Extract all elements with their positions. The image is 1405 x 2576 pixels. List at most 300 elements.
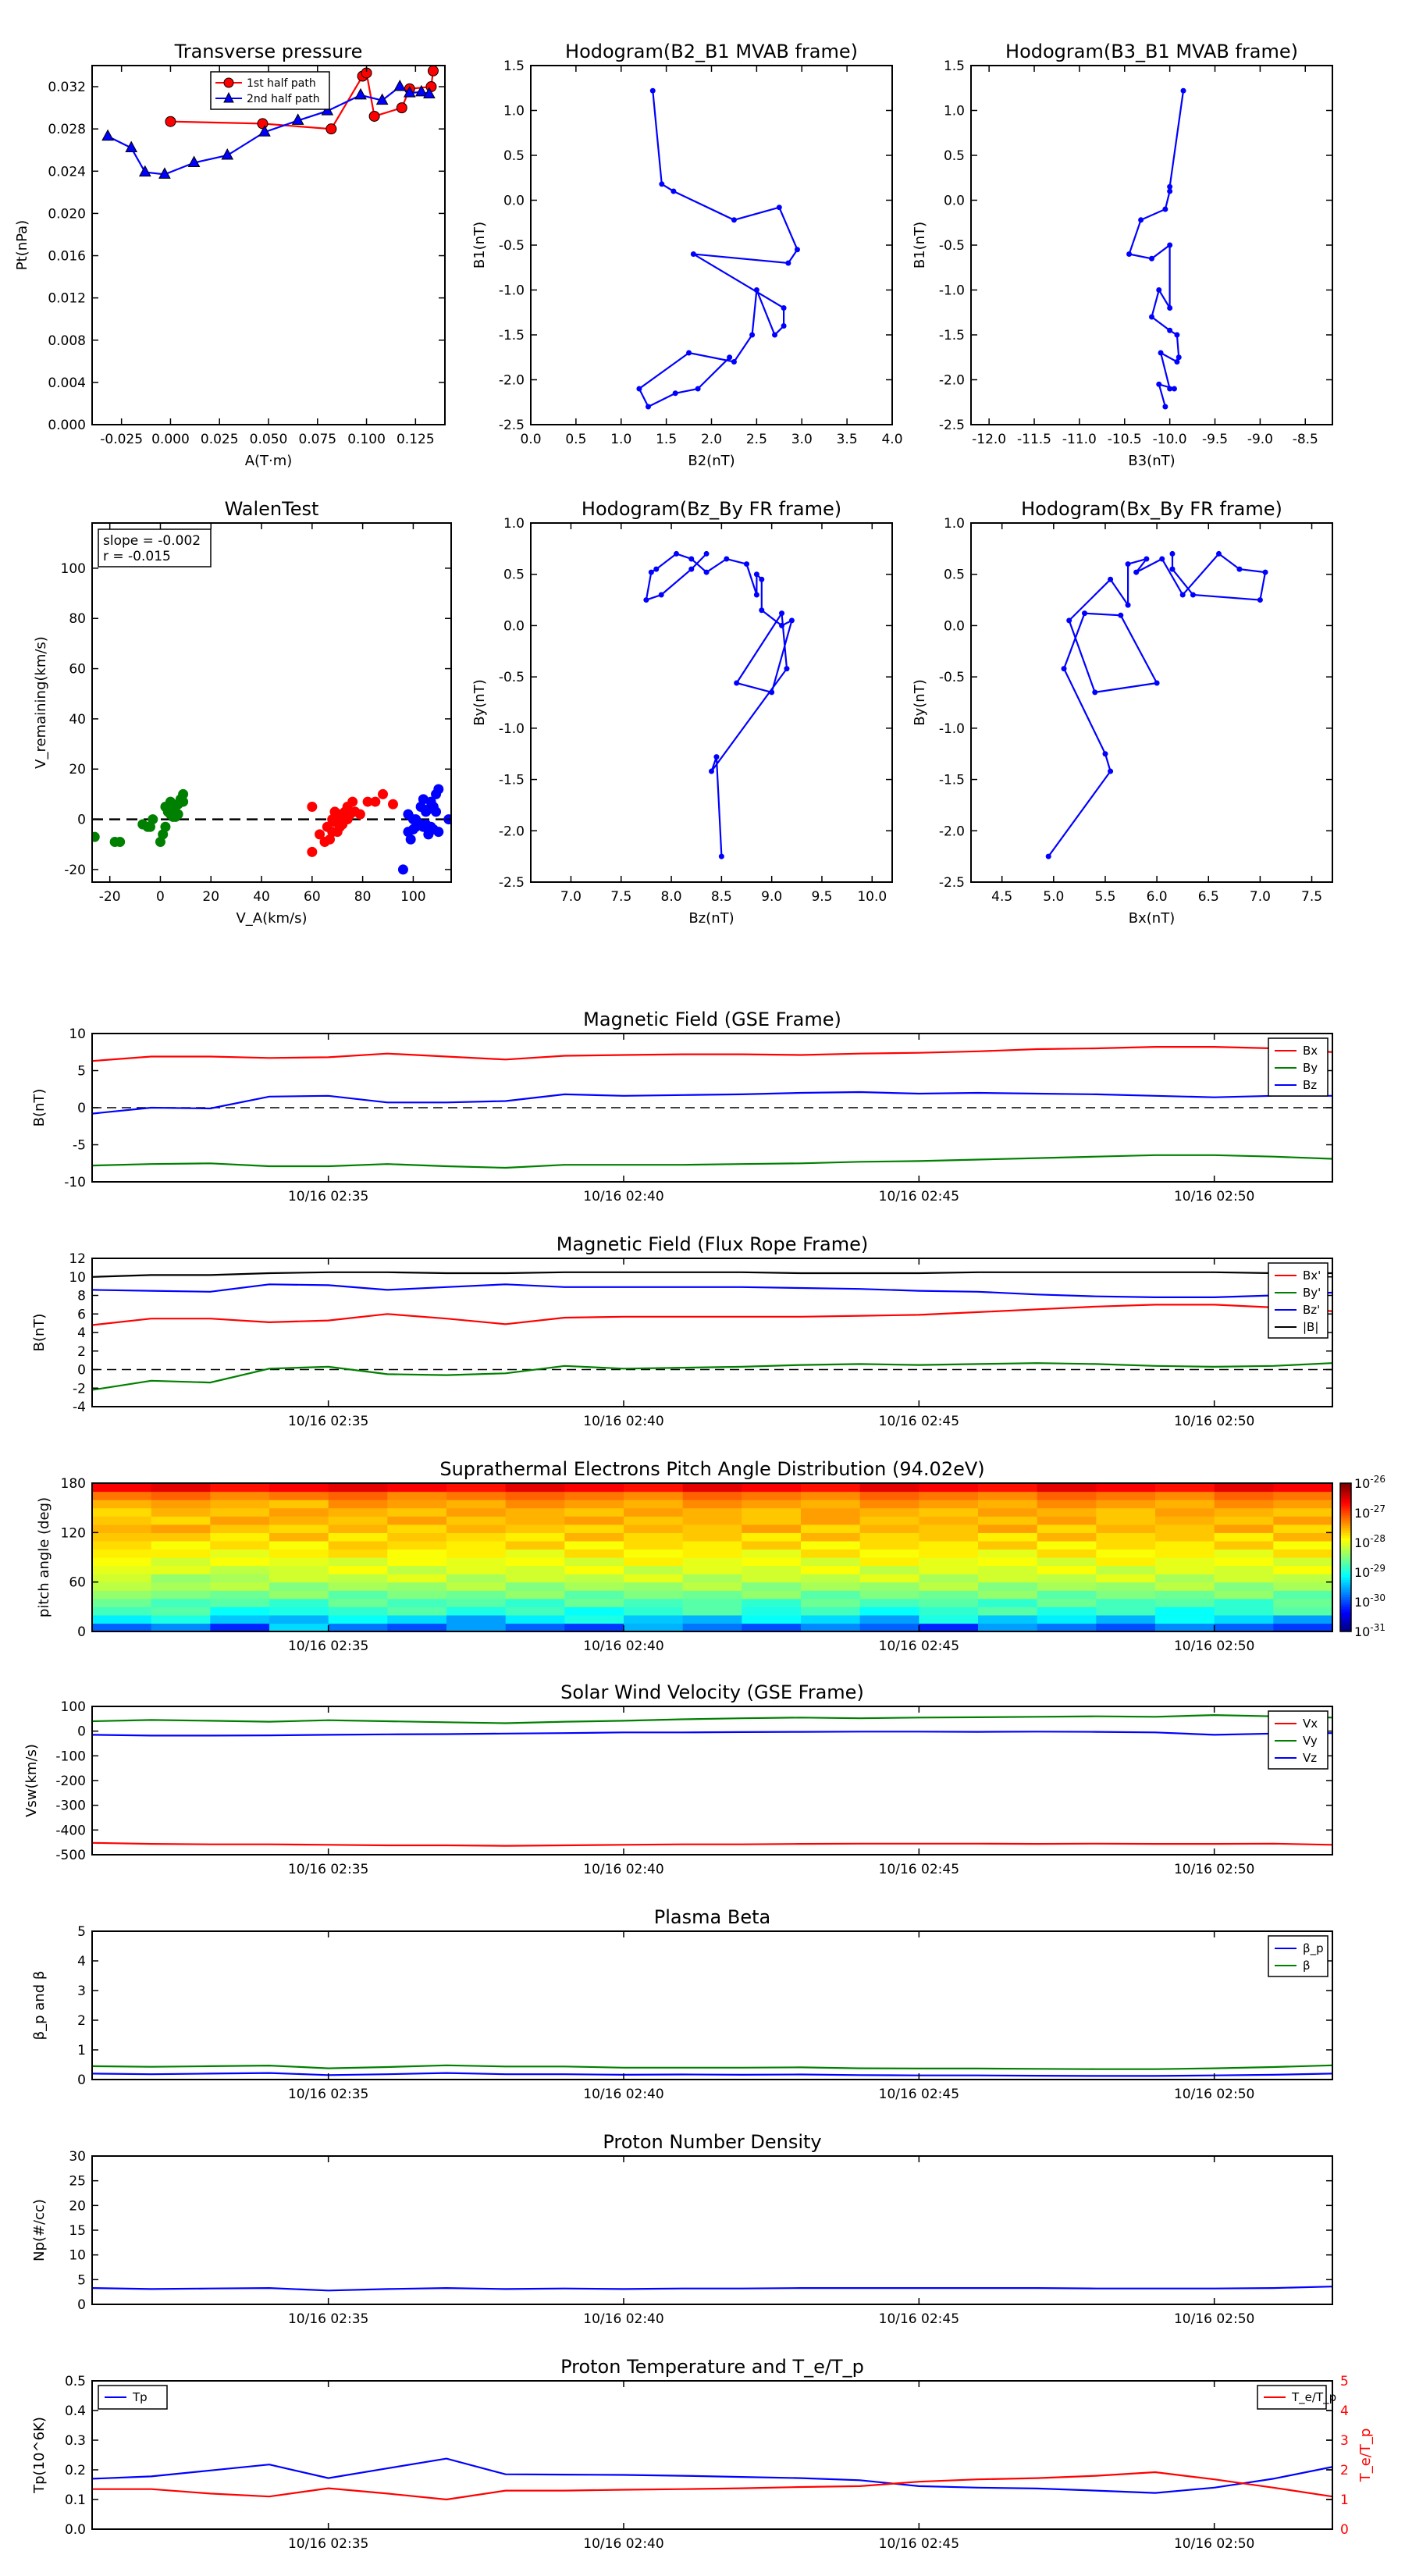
heatmap-cell — [978, 1574, 1037, 1582]
heatmap-cell — [329, 1582, 388, 1591]
y-axis-label: V_remaining(km/s) — [33, 636, 49, 769]
heatmap-cell — [1273, 1590, 1332, 1599]
heatmap-cell — [1096, 1574, 1155, 1582]
data-point — [1257, 597, 1263, 603]
heatmap-cell — [446, 1606, 506, 1615]
heatmap-cell — [564, 1574, 624, 1582]
heatmap-cell — [683, 1582, 742, 1591]
heatmap-cell — [564, 1566, 624, 1574]
chart-title: Hodogram(B2_B1 MVAB frame) — [565, 41, 858, 62]
heatmap-cell — [1215, 1615, 1274, 1624]
heatmap-cell — [446, 1525, 506, 1533]
data-point — [355, 809, 365, 820]
y-tick-label: 1.5 — [503, 59, 525, 74]
heatmap-cell — [919, 1541, 978, 1550]
heatmap-cell — [683, 1557, 742, 1566]
heatmap-cell — [624, 1574, 683, 1582]
y-tick-label: 1 — [77, 2043, 86, 2058]
data-point — [1138, 217, 1144, 222]
y-tick-label: 3 — [77, 1984, 86, 1999]
data-point — [695, 386, 701, 392]
heatmap-cell — [446, 1492, 506, 1500]
heatmap-cell — [564, 1516, 624, 1525]
heatmap-cell — [564, 1599, 624, 1607]
heatmap-cell — [92, 1590, 151, 1599]
annotation-text: r = -0.015 — [103, 549, 171, 564]
x-tick-label: 1.5 — [656, 432, 678, 447]
heatmap-cell — [269, 1549, 329, 1557]
heatmap-cell — [151, 1541, 211, 1550]
heatmap-cell — [1155, 1574, 1215, 1582]
x-tick-label: 10/16 02:45 — [878, 2311, 960, 2327]
data-point — [173, 809, 183, 820]
heatmap-cell — [1096, 1623, 1155, 1631]
heatmap-cell — [387, 1574, 446, 1582]
data-point — [754, 571, 759, 577]
x-tick-label: 7.5 — [1301, 889, 1323, 905]
data-point — [1108, 577, 1113, 582]
heatmap-cell — [1273, 1574, 1332, 1582]
heatmap-cell — [269, 1590, 329, 1599]
heatmap-cell — [151, 1516, 211, 1525]
heatmap-cell — [978, 1615, 1037, 1624]
heatmap-cell — [801, 1606, 860, 1615]
heatmap-cell — [387, 1615, 446, 1624]
data-point — [1167, 328, 1172, 333]
chart-title: Suprathermal Electrons Pitch Angle Distribution (94.02eV) — [439, 1458, 985, 1480]
heatmap-cell — [860, 1623, 919, 1631]
heatmap-cell — [564, 1492, 624, 1500]
hodogram-bz-by-chart — [471, 498, 892, 927]
heatmap-cell — [387, 1508, 446, 1517]
y-tick-label: -2.5 — [498, 418, 525, 433]
data-point — [355, 89, 366, 99]
magnetic-field-gse-chart — [31, 1009, 1332, 1204]
plot-frame — [531, 523, 892, 882]
plot-frame — [92, 1706, 1332, 1855]
heatmap-cell — [978, 1582, 1037, 1591]
data-point — [178, 789, 188, 799]
heatmap-cell — [151, 1483, 211, 1492]
heatmap-cell — [801, 1574, 860, 1582]
heatmap-cell — [387, 1606, 446, 1615]
x-tick-label: -9.5 — [1201, 432, 1229, 447]
heatmap-cell — [506, 1574, 565, 1582]
heatmap-cell — [269, 1483, 329, 1492]
colorbar-tick-label: $10^{-28}$ — [1354, 1533, 1385, 1550]
heatmap-cell — [269, 1615, 329, 1624]
data-point — [1108, 769, 1113, 774]
transverse-pressure-chart — [14, 41, 445, 469]
heatmap-cell — [742, 1557, 801, 1566]
heatmap-cell — [329, 1549, 388, 1557]
x-tick-label: -12.0 — [972, 432, 1007, 447]
heatmap-cell — [506, 1500, 565, 1508]
heatmap-cell — [210, 1606, 269, 1615]
heatmap-cell — [1096, 1516, 1155, 1525]
y-tick-label: 0 — [77, 2297, 86, 2313]
data-point — [398, 864, 408, 874]
x-tick-label: 9.0 — [761, 889, 783, 905]
heatmap-cell — [1215, 1623, 1274, 1631]
y-tick-label: 0.000 — [48, 418, 86, 433]
heatmap-cell — [387, 1500, 446, 1508]
heatmap-cell — [387, 1492, 446, 1500]
heatmap-cell — [801, 1508, 860, 1517]
heatmap-cell — [742, 1508, 801, 1517]
heatmap-cell — [801, 1532, 860, 1541]
heatmap-cell — [329, 1615, 388, 1624]
heatmap-cell — [919, 1615, 978, 1624]
y2-tick-label: 5 — [1340, 2374, 1349, 2389]
heatmap-cell — [919, 1557, 978, 1566]
heatmap-cell — [564, 1615, 624, 1624]
y-tick-label: 20 — [69, 762, 86, 778]
data-point — [1162, 207, 1168, 212]
heatmap-cell — [151, 1500, 211, 1508]
heatmap-cell — [919, 1566, 978, 1574]
annotation-box — [98, 529, 211, 567]
heatmap-cell — [978, 1516, 1037, 1525]
y2-tick-label: 4 — [1340, 2403, 1349, 2419]
legend-label: β — [1303, 1959, 1311, 1973]
y-tick-label: -2.5 — [938, 418, 965, 433]
x-axis-label: B2(nT) — [688, 453, 735, 469]
y-tick-label: 0.028 — [48, 122, 86, 138]
heatmap-cell — [801, 1599, 860, 1607]
x-tick-label: 10/16 02:50 — [1173, 1638, 1255, 1654]
heatmap-cell — [1096, 1606, 1155, 1615]
heatmap-cell — [1037, 1532, 1097, 1541]
plot-frame — [531, 66, 892, 425]
heatmap-cell — [978, 1606, 1037, 1615]
heatmap-cell — [506, 1566, 565, 1574]
heatmap-cell — [1155, 1525, 1215, 1533]
heatmap-cell — [210, 1500, 269, 1508]
heatmap-cell — [919, 1606, 978, 1615]
data-point — [258, 119, 268, 129]
data-point — [1092, 689, 1097, 695]
heatmap-cell — [683, 1623, 742, 1631]
heatmap-cell — [506, 1582, 565, 1591]
series-line — [92, 1731, 1332, 1735]
heatmap-cell — [683, 1500, 742, 1508]
heatmap-cell — [329, 1623, 388, 1631]
heatmap-cell — [564, 1623, 624, 1631]
y-tick-label: 2 — [77, 2013, 86, 2029]
legend-label: Vz — [1303, 1751, 1318, 1765]
y-tick-label: 0.3 — [64, 2433, 86, 2449]
heatmap-cell — [683, 1549, 742, 1557]
heatmap-cell — [624, 1492, 683, 1500]
heatmap-cell — [683, 1492, 742, 1500]
y-tick-label: 0.012 — [48, 290, 86, 307]
heatmap-cell — [1037, 1623, 1097, 1631]
data-point — [140, 166, 151, 176]
data-point — [1172, 386, 1177, 392]
x-tick-label: 10/16 02:40 — [583, 1638, 664, 1654]
heatmap-cell — [1155, 1599, 1215, 1607]
y-tick-label: -0.5 — [498, 670, 525, 686]
heatmap-cell — [1096, 1549, 1155, 1557]
heatmap-cell — [919, 1582, 978, 1591]
data-point — [643, 597, 649, 603]
data-point — [1181, 88, 1186, 94]
heatmap-cell — [801, 1566, 860, 1574]
data-point — [433, 784, 443, 794]
heatmap-cell — [1155, 1615, 1215, 1624]
heatmap-cell — [742, 1525, 801, 1533]
legend-label: Vy — [1303, 1734, 1318, 1748]
heatmap-cell — [624, 1483, 683, 1492]
heatmap-cell — [1037, 1541, 1097, 1550]
heatmap-cell — [742, 1606, 801, 1615]
heatmap-cell — [151, 1582, 211, 1591]
heatmap-cell — [387, 1557, 446, 1566]
solar-wind-velocity-chart — [23, 1681, 1332, 1877]
y-axis-label: B(nT) — [31, 1088, 48, 1127]
heatmap-cell — [1215, 1549, 1274, 1557]
x-tick-label: 6.5 — [1197, 889, 1219, 905]
data-point — [688, 557, 694, 562]
heatmap-cell — [564, 1557, 624, 1566]
x-tick-label: 10/16 02:35 — [287, 1638, 369, 1654]
heatmap-cell — [1273, 1599, 1332, 1607]
y-tick-label: -2.5 — [938, 875, 965, 891]
heatmap-cell — [624, 1590, 683, 1599]
y-tick-label: 0.5 — [503, 148, 525, 164]
legend-label: By — [1303, 1061, 1318, 1075]
heatmap-cell — [506, 1541, 565, 1550]
x-tick-label: 10/16 02:35 — [287, 2311, 369, 2327]
heatmap-cell — [269, 1525, 329, 1533]
heatmap-cell — [860, 1582, 919, 1591]
y-tick-label: 0.0 — [503, 618, 525, 635]
heatmap-cell — [1096, 1590, 1155, 1599]
heatmap-cell — [919, 1500, 978, 1508]
data-point — [1174, 333, 1179, 338]
x-tick-label: 0.5 — [565, 432, 587, 447]
x-tick-label: 10/16 02:40 — [583, 2087, 664, 2102]
y-tick-label: 30 — [69, 2149, 86, 2165]
heatmap-cell — [1096, 1508, 1155, 1517]
heatmap-cell — [387, 1516, 446, 1525]
data-point — [1154, 681, 1160, 686]
y-tick-label: 10 — [69, 1026, 86, 1042]
heatmap-cell — [564, 1541, 624, 1550]
y-tick-label: 0.2 — [64, 2463, 86, 2478]
y-tick-label: 1.0 — [943, 103, 965, 119]
y-tick-label: -2.0 — [498, 372, 525, 389]
x-tick-label: 10/16 02:40 — [583, 1862, 664, 1877]
heatmap-cell — [151, 1599, 211, 1607]
heatmap-cell — [151, 1623, 211, 1631]
heatmap-cell — [1273, 1615, 1332, 1624]
heatmap-cell — [387, 1525, 446, 1533]
data-point — [1158, 350, 1164, 356]
y-axis-label: Pt(nPa) — [14, 219, 30, 271]
data-point — [165, 116, 176, 126]
data-point — [779, 610, 784, 616]
heatmap-cell — [1037, 1606, 1097, 1615]
heatmap-cell — [978, 1599, 1037, 1607]
y-tick-label: 0.032 — [48, 80, 86, 96]
heatmap-cell — [1096, 1599, 1155, 1607]
x-tick-label: 40 — [253, 889, 270, 905]
hodogram-line — [639, 91, 798, 407]
plasma-beta-chart — [31, 1906, 1332, 2102]
y-tick-label: 5 — [77, 2272, 86, 2289]
heatmap-cell — [919, 1599, 978, 1607]
data-point — [1167, 305, 1172, 311]
y-tick-label: -1.5 — [938, 772, 965, 788]
heatmap-cell — [329, 1590, 388, 1599]
heatmap-cell — [978, 1508, 1037, 1517]
heatmap-cell — [1215, 1508, 1274, 1517]
series-line — [92, 1304, 1332, 1325]
heatmap-cell — [683, 1541, 742, 1550]
chart-title: Hodogram(Bx_By FR frame) — [1021, 498, 1282, 520]
data-point — [754, 287, 759, 293]
heatmap-cell — [1037, 1549, 1097, 1557]
heatmap-cell — [860, 1508, 919, 1517]
x-tick-label: 10/16 02:40 — [583, 1414, 664, 1429]
heatmap-cell — [742, 1516, 801, 1525]
y-tick-label: 0 — [77, 1624, 86, 1640]
heatmap-cell — [387, 1532, 446, 1541]
heatmap-cell — [742, 1549, 801, 1557]
hodogram-line — [1129, 91, 1183, 407]
heatmap-cell — [446, 1483, 506, 1492]
plot-frame — [92, 2381, 1332, 2529]
data-point — [1046, 854, 1051, 859]
y-tick-label: -2.0 — [938, 824, 965, 840]
heatmap-cell — [919, 1516, 978, 1525]
heatmap-cell — [329, 1599, 388, 1607]
data-point — [779, 623, 784, 628]
heatmap-cell — [92, 1582, 151, 1591]
data-point — [1174, 359, 1179, 365]
heatmap-cell — [1037, 1582, 1097, 1591]
y-axis-label: B1(nT) — [912, 221, 928, 269]
data-point — [709, 769, 714, 774]
x-tick-label: 100 — [400, 889, 426, 905]
y-tick-label: -0.5 — [938, 670, 965, 686]
heatmap-cell — [860, 1599, 919, 1607]
heatmap-cell — [564, 1532, 624, 1541]
x-axis-label: B3(nT) — [1128, 453, 1176, 469]
y-tick-label: -1.5 — [938, 328, 965, 343]
heatmap-cell — [1273, 1508, 1332, 1517]
heatmap-cell — [210, 1590, 269, 1599]
data-point — [777, 205, 782, 210]
y-tick-label: -300 — [55, 1798, 86, 1814]
y-tick-label: -200 — [55, 1774, 86, 1789]
data-point — [749, 333, 755, 338]
heatmap-cell — [387, 1483, 446, 1492]
heatmap-cell — [1273, 1525, 1332, 1533]
y-tick-label: 0 — [77, 1101, 86, 1116]
heatmap-cell — [1096, 1525, 1155, 1533]
heatmap-cell — [1273, 1492, 1332, 1500]
heatmap-cell — [92, 1532, 151, 1541]
heatmap-cell — [329, 1557, 388, 1566]
heatmap-cell — [210, 1525, 269, 1533]
data-point — [428, 66, 438, 76]
heatmap-cell — [860, 1606, 919, 1615]
heatmap-cell — [210, 1492, 269, 1500]
x-tick-label: 10/16 02:35 — [287, 1189, 369, 1204]
heatmap-cell — [387, 1599, 446, 1607]
heatmap-cell — [210, 1532, 269, 1541]
heatmap-cell — [742, 1599, 801, 1607]
x-tick-label: 0.075 — [298, 432, 337, 447]
data-point — [724, 557, 729, 562]
heatmap-cell — [387, 1549, 446, 1557]
x-axis-label: Bx(nT) — [1128, 910, 1176, 927]
heatmap-cell — [506, 1508, 565, 1517]
heatmap-cell — [1215, 1500, 1274, 1508]
x-tick-label: -10.0 — [1152, 432, 1187, 447]
y-tick-label: -5 — [73, 1137, 86, 1154]
x-tick-label: 2.0 — [700, 432, 723, 447]
heatmap-cell — [624, 1516, 683, 1525]
heatmap-cell — [860, 1615, 919, 1624]
heatmap-cell — [801, 1483, 860, 1492]
colorbar — [1340, 1474, 1385, 1639]
heatmap-cell — [1155, 1516, 1215, 1525]
heatmap-cell — [683, 1599, 742, 1607]
y-tick-label: 0 — [77, 1724, 86, 1740]
heatmap-cell — [683, 1525, 742, 1533]
y-tick-label: 0.0 — [943, 193, 965, 209]
data-point — [222, 149, 233, 159]
data-point — [433, 827, 443, 837]
heatmap-cell — [210, 1615, 269, 1624]
heatmap-cell — [151, 1590, 211, 1599]
heatmap-cell — [742, 1541, 801, 1550]
plot-frame — [92, 1931, 1332, 2080]
x-tick-label: 10/16 02:45 — [878, 1638, 960, 1654]
y-tick-label: 0.016 — [48, 248, 86, 265]
data-point — [1126, 561, 1131, 567]
heatmap-cell — [978, 1623, 1037, 1631]
heatmap-cell — [683, 1516, 742, 1525]
heatmap-cell — [1096, 1492, 1155, 1500]
heatmap-cell — [742, 1500, 801, 1508]
x-tick-label: -11.0 — [1062, 432, 1097, 447]
heatmap-cell — [269, 1557, 329, 1566]
y-tick-label: 8 — [77, 1288, 86, 1304]
colorbar-tick-label: $10^{-30}$ — [1354, 1592, 1385, 1610]
y-tick-label: 100 — [60, 560, 86, 577]
y-tick-label: 20 — [69, 2198, 86, 2215]
heatmap-cell — [1096, 1483, 1155, 1492]
heatmap-cell — [151, 1606, 211, 1615]
data-point — [731, 217, 737, 222]
heatmap-cell — [1215, 1532, 1274, 1541]
heatmap-cell — [269, 1623, 329, 1631]
heatmap-cell — [1037, 1557, 1097, 1566]
heatmap-cell — [387, 1582, 446, 1591]
heatmap-cell — [624, 1623, 683, 1631]
x-tick-label: 0.125 — [396, 432, 435, 447]
x-tick-label: 3.5 — [836, 432, 858, 447]
data-point — [686, 350, 692, 356]
y-axis-label: Tp(10^6K) — [31, 2417, 48, 2493]
heatmap-cell — [269, 1606, 329, 1615]
data-point — [370, 797, 380, 807]
